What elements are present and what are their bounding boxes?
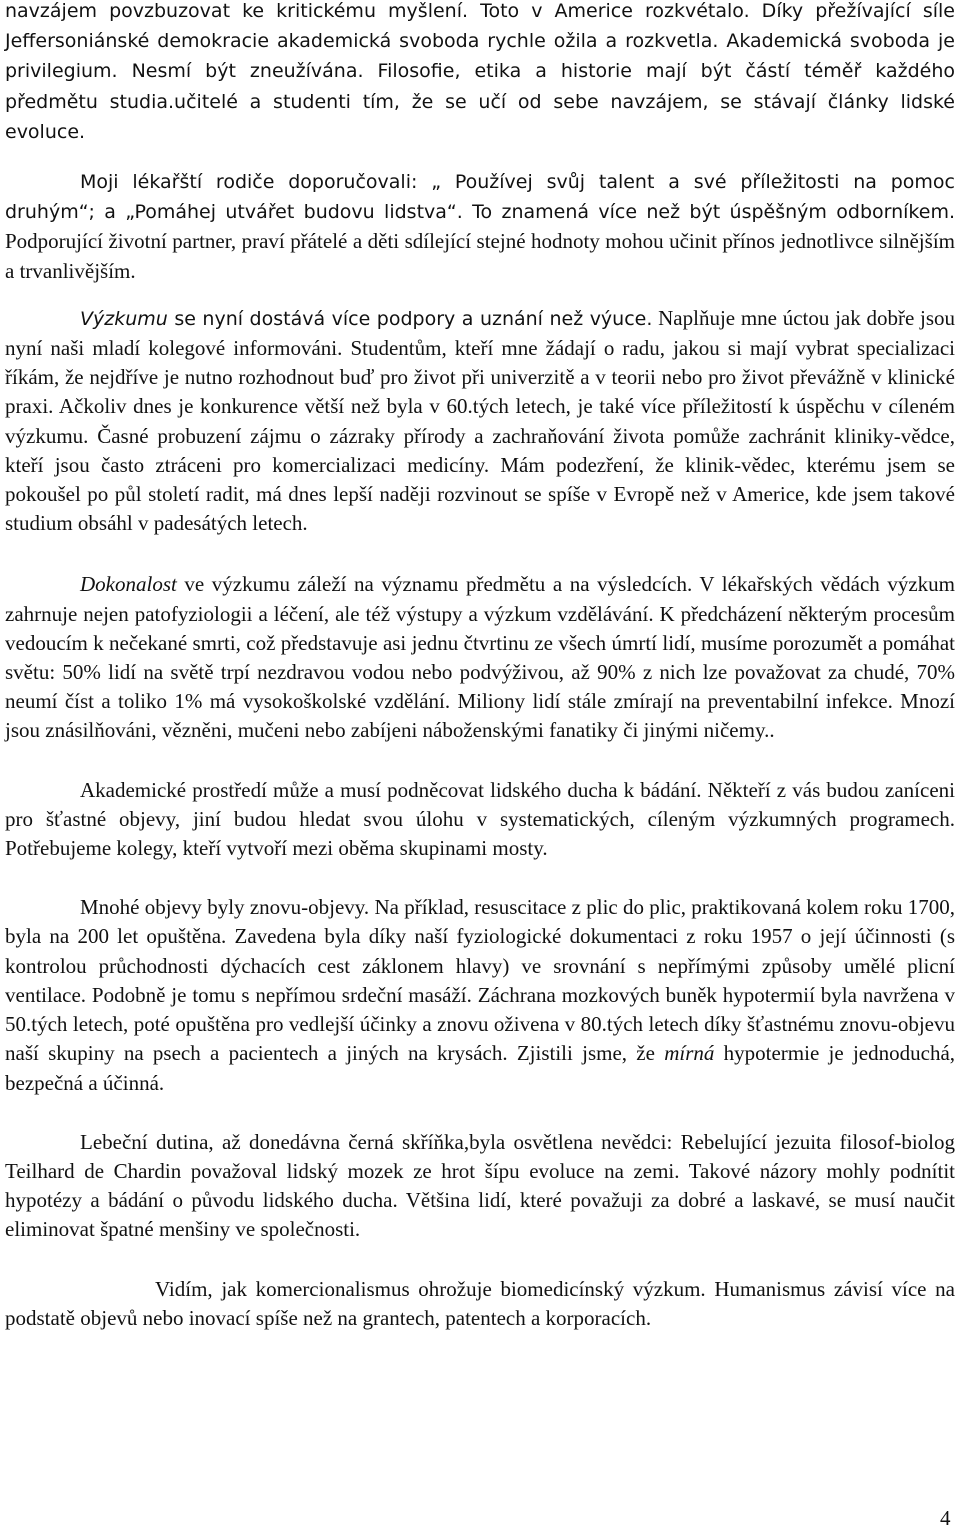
document-page bbox=[5, 0, 955, 1333]
paragraph-6-italic: mírná bbox=[664, 1041, 715, 1066]
paragraph-7 bbox=[5, 1128, 955, 1245]
paragraph-2-text-a: Moji lékařští rodiče doporučovali: „ Používej svůj talent a své příležitosti na pomoc druhým“; a „Pomáhej utvářet budovu lidstva“. To znamená více než být úspěšným odborníkem. bbox=[5, 171, 955, 224]
paragraph-8-text: Vidím, jak komercionalismus ohrožuje biomedicínský výzkum. Humanismus závisí více na podstatě objevů nebo inovací spíše než na grantech, patentech a korporacích. bbox=[5, 1276, 955, 1330]
paragraph-6 bbox=[5, 893, 955, 1097]
paragraph-6-text-b: hypotermie je jednoduchá, bezpečná a účinná. bbox=[5, 1041, 956, 1095]
paragraph-1 bbox=[5, 0, 955, 147]
paragraph-4-italic: Dokonalost bbox=[80, 572, 177, 597]
paragraph-3-text-a: se nyní dostává více podpory a uznání než výuce. bbox=[167, 307, 653, 330]
paragraph-5 bbox=[5, 776, 955, 864]
paragraph-2-text-b: Podporující životní partner, praví přátelé a děti sdílející stejné hodnoty mohou učinit přínos jednotlivce silnějším a trvanlivějším. bbox=[5, 229, 955, 283]
paragraph-8 bbox=[5, 1275, 955, 1333]
paragraph-3-text-c: Studentům, kteří mne žádají o radu, jakou si mají vybrat specializaci říkám, že nejdříve je nutno rozhodnout buď pro život při univerzitě a v teorii nebo pro život převážně v klinické praxi. Ačkoliv dnes je konkurence větší než byla v 60.tých letech, je také více příležitostí k úspěchu v cíleném výzkumu. Časné probuzení zájmu o zázraky přírody a zachraňování života pomůže zachránit kliniky-vědce, kteří jsou často ztráceni pro komercializaci medicíny. Mám podezření, že klinik-vědec, kterému jsem se pokoušel po půl století radit, má dnes lepší naději rozvinout se spíše v Evropě než v Americe, kde jsem takové studium obsáhl v padesátých letech. bbox=[5, 336, 955, 536]
paragraph-4-text: ve výzkumu záleží na významu předmětu a na výsledcích. V lékařských vědách výzkum zahrnuje nejen patofyziologii a léčení, ale též výstupy a výzkum vzdělávání. K předcházení některým procesům vedoucím k nečekané smrti, což představuje asi jednu čtvrtinu ze všech úmrtí lidí, musíme porozumět a pomáhat světu: 50% lidí na světě trpí nezdravou vodou nebo podvýživou, až 90% z nich lze považovat za chudé, 70% neumí číst a toliko 1% má vysokoškolské vzdělání. Miliony lidí stále zmírají na preventabilní infekce. Mnozí jsou znásilňováni, vězněni, mučeni nebo zabíjeni náboženskými fanatiky či jinými ničemy.. bbox=[5, 572, 955, 743]
paragraph-4 bbox=[5, 570, 955, 745]
paragraph-1-text-a: navzájem povzbuzovat ke kritickému myšlení. Toto v Americe rozkvétalo. Díky přežívající síle Jeffersoniánské demokracie akademická svoboda rychle ožila a rozkvetla. Akademická svoboda je privilegium. Nesmí být zneužívána. Filosofie, etika a historie mají být částí téměř každého předmětu studia. bbox=[5, 0, 955, 113]
paragraph-3-text-b: Naplňuje mne úctou jak dobře jsou nyní naši mladí kolegové informováni. bbox=[5, 305, 956, 361]
paragraph-2 bbox=[5, 167, 955, 286]
paragraph-3 bbox=[5, 304, 955, 539]
paragraph-7-text: Lebeční dutina, až donedávna černá skříňka,byla osvětlena nevědci: Rebelující jezuita filosof-biolog Teilhard de Chardin považoval lidský mozek ze hrot šípu evoluce na zemi. Takové názory mohly podnítit hypotézy a bádání o původu lidského ducha. Většina lidí, které považuji za dobré a laskavé, se musí naučit eliminovat špatné menšiny ve společnosti. bbox=[5, 1129, 955, 1242]
paragraph-6-text-a: Mnohé objevy byly znovu-objevy. Na příklad, resuscitace z plic do plic, praktikovaná kolem roku 1700, byla na 200 let opuštěna. Zavedena byla díky naší fyziologické dokumentaci z roku 1957 o její účinnosti (s kontrolou průchodnosti dýchacích cest záklonem hlavy) ve srovnání s nepřímými způsoby umělé plicní ventilace. Podobně je tomu s nepřímou srdeční masáží. Záchrana mozkových buněk hypotermií byla navržena v 50.tých letech, poté opuštěna pro vedlejší účinky a znovu oživena v 80.tých letech díky šťastnému znovu-objevu naší skupiny na psech a pacientech a jiných na krysách. Zjistili jsme, že bbox=[5, 895, 955, 1066]
paragraph-3-lead bbox=[80, 308, 652, 330]
paragraph-3-italic: Výzkumu bbox=[80, 307, 168, 330]
page-number: 4 bbox=[940, 1506, 951, 1530]
paragraph-1-text-b: učitelé a studenti tím, že se učí od sebe navzájem, se stávají články lidské evoluce. bbox=[5, 90, 955, 143]
paragraph-5-text: Akademické prostředí může a musí podněcovat lidského ducha k bádání. Někteří z vás budou zaníceni pro šťastné objevy, jiní budou hledat svou úlohu v systematických, cíleným výzkumných programech. Potřebujeme kolegy, kteří vytvoří mezi oběma skupinami mosty. bbox=[5, 777, 955, 861]
